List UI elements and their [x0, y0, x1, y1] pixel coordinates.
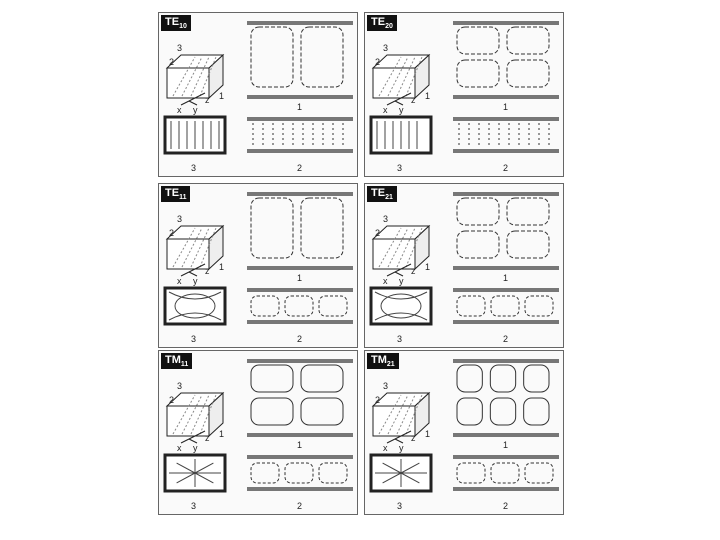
view-label-2: 2	[169, 228, 175, 238]
view-label-1: 1	[425, 91, 431, 101]
axis-label-y: y	[193, 105, 198, 115]
box-front-face	[373, 239, 415, 269]
wall-bottom	[453, 320, 559, 324]
wall-top	[453, 21, 559, 25]
view-label-2: 2	[375, 395, 381, 405]
view-caption-2: 2	[503, 501, 509, 511]
view-caption-2: 2	[503, 334, 509, 344]
wall-top	[247, 192, 353, 196]
wall-bottom	[247, 320, 353, 324]
view-label-1: 1	[219, 262, 225, 272]
field-view-2	[247, 455, 353, 491]
wall-bottom	[247, 487, 353, 491]
field-view-3	[371, 288, 431, 324]
field-view-1	[453, 192, 559, 270]
axis-label-x: x	[383, 443, 388, 453]
field-view-1	[247, 21, 353, 99]
wall-top	[453, 288, 559, 292]
wall-top	[247, 21, 353, 25]
field-loop	[490, 398, 515, 425]
field-loop	[507, 198, 549, 225]
panel-figure	[365, 184, 565, 349]
field-loop	[524, 365, 549, 392]
field-loop	[251, 398, 293, 425]
field-loop	[251, 365, 293, 392]
axis-label-x: x	[177, 443, 182, 453]
panel-figure	[159, 351, 359, 516]
wall-bottom	[247, 433, 353, 437]
axis-label-z: z	[411, 95, 416, 105]
view-caption-3: 3	[397, 501, 403, 511]
panel-figure	[159, 13, 359, 178]
field-loop	[251, 27, 293, 87]
view-label-2: 2	[375, 57, 381, 67]
axis-x	[387, 101, 395, 105]
view-label-2: 2	[169, 57, 175, 67]
waveguide-3d	[167, 393, 223, 436]
field-loop	[457, 231, 499, 258]
view-label-3: 3	[177, 43, 183, 53]
wall-top	[453, 359, 559, 363]
field-view-2	[453, 455, 559, 491]
h-field-line	[285, 296, 313, 316]
view-caption-1: 1	[503, 440, 509, 450]
field-view-3	[165, 288, 225, 324]
field-view-1	[453, 359, 559, 437]
panel-tm11	[158, 350, 358, 515]
h-field-line	[319, 296, 347, 316]
panel-te11	[158, 183, 358, 348]
panel-figure	[365, 13, 565, 178]
end-frame	[371, 288, 431, 324]
wall-bottom	[453, 433, 559, 437]
panel-figure	[159, 184, 359, 349]
box-front-face	[167, 406, 209, 436]
axis-x	[181, 272, 189, 276]
view-caption-2: 2	[297, 163, 303, 173]
waveguide-3d	[167, 226, 223, 269]
mode-title: $TE_{20}$	[367, 15, 397, 31]
field-loop	[490, 365, 515, 392]
axis-label-z: z	[411, 266, 416, 276]
panel-te10	[158, 12, 358, 177]
wall-bottom	[247, 266, 353, 270]
waveguide-3d	[373, 226, 429, 269]
view-caption-3: 3	[397, 334, 403, 344]
axis-label-x: x	[383, 276, 388, 286]
view-caption-1: 1	[297, 440, 303, 450]
h-field-line	[525, 463, 553, 483]
axis-x	[181, 439, 189, 443]
view-label-1: 1	[219, 91, 225, 101]
field-loop	[457, 198, 499, 225]
h-field-line	[285, 463, 313, 483]
axis-label-z: z	[411, 433, 416, 443]
view-caption-1: 1	[503, 102, 509, 112]
view-caption-3: 3	[191, 501, 197, 511]
view-label-2: 2	[375, 228, 381, 238]
axis-label-y: y	[399, 276, 404, 286]
field-view-1	[453, 21, 559, 99]
view-caption-2: 2	[503, 163, 509, 173]
field-loop	[301, 398, 343, 425]
field-loop	[524, 398, 549, 425]
mode-title: $TE_{21}$	[367, 186, 397, 202]
axis-label-x: x	[177, 105, 182, 115]
field-loop	[457, 365, 482, 392]
axis-label-y: y	[193, 276, 198, 286]
axis-label-z: z	[205, 266, 210, 276]
h-field-line	[457, 296, 485, 316]
field-view-2	[453, 117, 559, 153]
wall-bottom	[453, 266, 559, 270]
axis-label-y: y	[193, 443, 198, 453]
axis-x	[387, 272, 395, 276]
waveguide-3d	[167, 55, 223, 98]
wall-top	[453, 455, 559, 459]
wall-top	[453, 117, 559, 121]
wall-top	[453, 192, 559, 196]
field-loop	[301, 27, 343, 87]
field-loop	[457, 398, 482, 425]
h-field-line	[251, 296, 279, 316]
view-label-1: 1	[425, 262, 431, 272]
box-front-face	[373, 406, 415, 436]
wall-bottom	[247, 149, 353, 153]
axis-label-z: z	[205, 433, 210, 443]
field-view-2	[247, 117, 353, 153]
wall-top	[247, 455, 353, 459]
view-label-3: 3	[383, 214, 389, 224]
view-label-3: 3	[177, 381, 183, 391]
field-loop	[507, 27, 549, 54]
field-view-2	[453, 288, 559, 324]
field-loop	[507, 231, 549, 258]
waveguide-3d	[373, 55, 429, 98]
view-label-1: 1	[219, 429, 225, 439]
view-caption-2: 2	[297, 334, 303, 344]
axis-label-x: x	[383, 105, 388, 115]
view-label-2: 2	[169, 395, 175, 405]
view-caption-1: 1	[297, 102, 303, 112]
view-label-3: 3	[383, 381, 389, 391]
wall-bottom	[453, 487, 559, 491]
wall-top	[247, 288, 353, 292]
axis-label-y: y	[399, 443, 404, 453]
axis-label-y: y	[399, 105, 404, 115]
field-view-1	[247, 192, 353, 270]
box-front-face	[167, 239, 209, 269]
panel-tm21	[364, 350, 564, 515]
panel-figure	[365, 351, 565, 516]
field-loop	[301, 365, 343, 392]
view-caption-2: 2	[297, 501, 303, 511]
view-caption-1: 1	[503, 273, 509, 283]
mode-title: $TE_{11}$	[161, 186, 190, 202]
wall-top	[247, 117, 353, 121]
h-field-line	[491, 463, 519, 483]
field-loop	[507, 60, 549, 87]
axis-label-z: z	[205, 95, 210, 105]
box-front-face	[167, 68, 209, 98]
view-caption-3: 3	[191, 334, 197, 344]
field-view-1	[247, 359, 353, 437]
wall-bottom	[453, 149, 559, 153]
h-field-line	[525, 296, 553, 316]
view-label-3: 3	[383, 43, 389, 53]
view-label-1: 1	[425, 429, 431, 439]
mode-title: $TE_{10}$	[161, 15, 191, 31]
field-view-3	[371, 117, 431, 153]
mode-title: $TM_{11}$	[161, 353, 192, 369]
field-view-2	[247, 288, 353, 324]
end-frame	[165, 288, 225, 324]
field-loop	[301, 198, 343, 258]
wall-top	[247, 359, 353, 363]
axis-label-x: x	[177, 276, 182, 286]
view-caption-3: 3	[397, 163, 403, 173]
field-loop	[251, 198, 293, 258]
box-front-face	[373, 68, 415, 98]
panel-te21	[364, 183, 564, 348]
axis-x	[387, 439, 395, 443]
h-field-line	[491, 296, 519, 316]
axis-x	[181, 101, 189, 105]
wall-bottom	[247, 95, 353, 99]
mode-title: $TM_{21}$	[367, 353, 399, 369]
h-field-line	[319, 463, 347, 483]
field-view-3	[165, 455, 225, 491]
h-field-line	[457, 463, 485, 483]
view-label-3: 3	[177, 214, 183, 224]
view-caption-3: 3	[191, 163, 197, 173]
field-view-3	[165, 117, 225, 153]
field-loop	[457, 60, 499, 87]
waveguide-3d	[373, 393, 429, 436]
field-view-3	[371, 455, 431, 491]
view-caption-1: 1	[297, 273, 303, 283]
wall-bottom	[453, 95, 559, 99]
panel-te20	[364, 12, 564, 177]
field-loop	[457, 27, 499, 54]
h-field-line	[251, 463, 279, 483]
